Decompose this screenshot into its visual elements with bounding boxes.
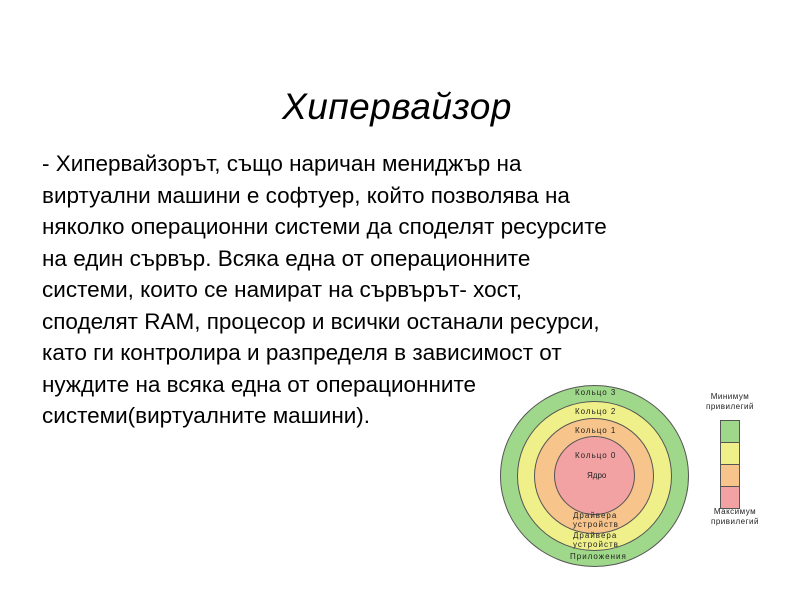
body-line: системи, които се намират на сървърът- хост,: [42, 277, 522, 302]
ring-2-label: Кольцо 2: [575, 407, 617, 416]
ring-1-label: Кольцо 1: [575, 426, 617, 435]
privilege-legend: [720, 420, 740, 509]
body-line: споделят RAM, процесор и всички останали ресурси,: [42, 308, 600, 334]
core-label: Ядро: [587, 471, 607, 480]
drivers-label: Драйвера: [573, 511, 618, 520]
drivers-label: устройств: [573, 520, 619, 529]
drivers-label: Драйвера: [573, 531, 618, 540]
body-line: системи(виртуалните машини).: [42, 403, 371, 428]
apps-label: Приложения: [570, 552, 627, 561]
body-line: на един сървър. Всяка една от операционните: [42, 245, 531, 271]
legend-bottom-label: Максимум привилегий: [711, 507, 759, 526]
body-line: няколко операционни системи да споделят ресурсите: [42, 214, 607, 239]
drivers-label: устройств: [573, 540, 619, 549]
body-line: - Хипервайзорът, също наричан мениджър на: [42, 151, 522, 176]
legend-swatch-ring3: [721, 421, 739, 443]
body-line: като ги контролира и разпределя в зависимост от: [42, 340, 562, 365]
legend-swatch-ring1: [721, 465, 739, 487]
slide-title: Хипервайзор: [282, 86, 512, 127]
legend-top-label: Минимум привилегий: [706, 392, 754, 411]
protection-rings-diagram: [500, 385, 690, 565]
ring-0-label: Кольцо 0: [575, 451, 617, 460]
ring-3-label: Кольцо 3: [575, 388, 617, 397]
legend-swatch-ring0: [721, 487, 739, 508]
legend-swatch-ring2: [721, 443, 739, 465]
body-line: нуждите на всяка една от операционните: [42, 371, 477, 397]
body-line: виртуални машини е софтуер, който позволява на: [42, 182, 570, 208]
